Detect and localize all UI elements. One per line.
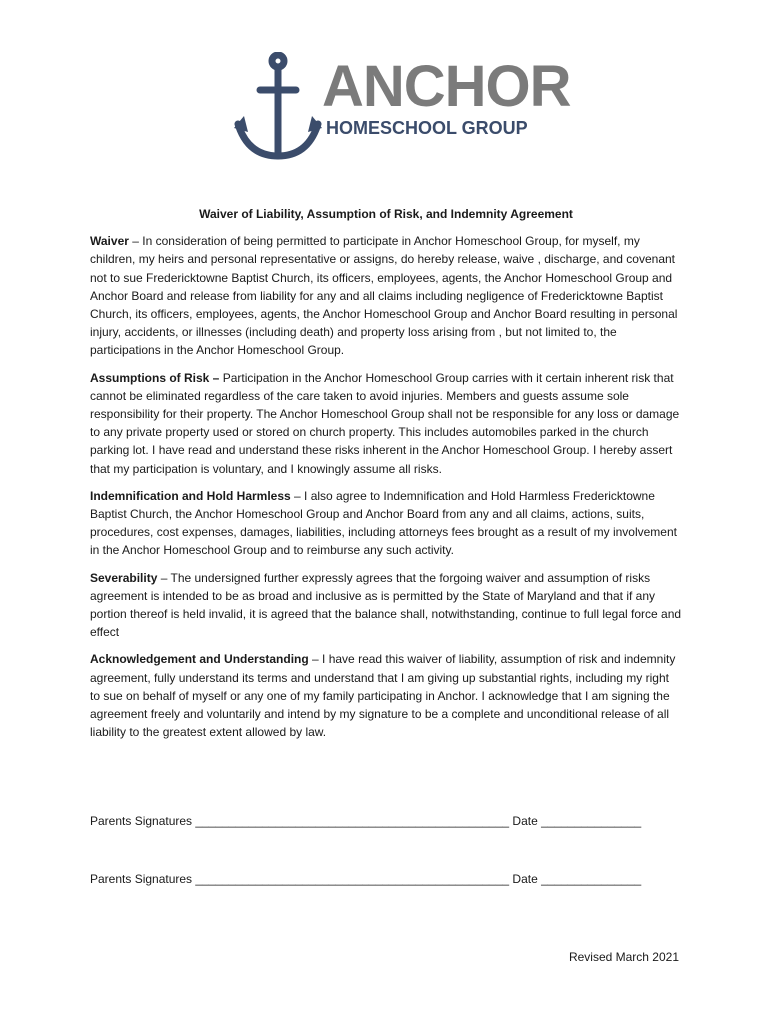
section-body: – In consideration of being permitted to participate in Anchor Homeschool Group, for myself, my children, my heirs and personal representative or assigns, do hereby release, waive , discharge, and covenant not to sue Fredericktowne Baptist Church, its officers, employees, agents, the Anchor Homeschool Group and Anchor Board and release from liability for any and all claims including negligence of Fredericktowne Baptist Church, its officers, employees, agents, the Anchor Homeschool Group and Anchor Board resulting in personal injury, accidents, or illnesses (including death) and property loss arising from , but not limited to, the participations in the Anchor Homeschool Group. [90, 234, 678, 358]
section-heading: Waiver [90, 234, 129, 249]
section-assumptions-of-risk [90, 369, 682, 478]
section-heading: Assumptions of Risk – [90, 370, 220, 385]
logo-subtitle: HOMESCHOOL GROUP [326, 118, 528, 138]
logo-name: ANCHOR [322, 54, 571, 119]
section-body: – I have read this waiver of liability, assumption of risk and indemnity agreement, fully understand its terms and understand that I am giving up substantial rights, including my right to sue on behalf of myself or any one of my family participating in Anchor. I acknowledge that I am signing the agreement freely and voluntarily and intend by my signature to be a complete and unconditional release of all liability to the greatest extent allowed by law. [90, 652, 676, 740]
section-body: – The undersigned further expressly agrees that the forgoing waiver and assumption of risks agreement is intended to be as broad and inclusive as is permitted by the State of Maryland and that if any portion thereof is held invalid, it is agreed that the balance shall, notwithstanding, continue to full legal force and effect [90, 570, 682, 640]
anchor-icon [234, 52, 324, 162]
section-body: Participation in the Anchor Homeschool Group carries with it certain inherent risk that cannot be eliminated regardless of the care taken to avoid injuries. Members and guests assume sole responsibility for their property. The Anchor Homeschool Group shall not be responsible for any loss or damage to any private property used or stored on church property. This includes automobiles parked in the church parking lot. I have read and understand these risks inherent in the Anchor Homeschool Group. I hereby assert that my participation is voluntary, and I knowingly assume all risks. [90, 370, 680, 476]
revision-note: Revised March 2021 [568, 950, 679, 964]
section-indemnification [90, 487, 682, 560]
section-heading: Severability [90, 570, 158, 585]
section-acknowledgement [90, 650, 682, 741]
signature-line[interactable]: Parents Signatures _______________________________________________ Date _______________ [90, 814, 642, 828]
section-waiver [90, 232, 682, 359]
section-heading: Indemnification and Hold Harmless [90, 488, 291, 503]
section-severability [90, 569, 682, 642]
section-body: – I also agree to Indemnification and Hold Harmless Fredericktowne Baptist Church, the Anchor Homeschool Group and Anchor Board from any and all claims, actions, suits, procedures, cost expenses, damages, liabilities, including attorneys fees brought as a result of my involvement in the Anchor Homeschool Group and to reimburse any such activity. [90, 488, 677, 558]
document-title: Waiver of Liability, Assumption of Risk, and Indemnity Agreement [199, 207, 573, 221]
logo [234, 52, 571, 162]
document-body [90, 205, 682, 750]
section-heading: Acknowledgement and Understanding [90, 652, 309, 667]
signature-line[interactable]: Parents Signatures _______________________________________________ Date _______________ [90, 872, 642, 886]
